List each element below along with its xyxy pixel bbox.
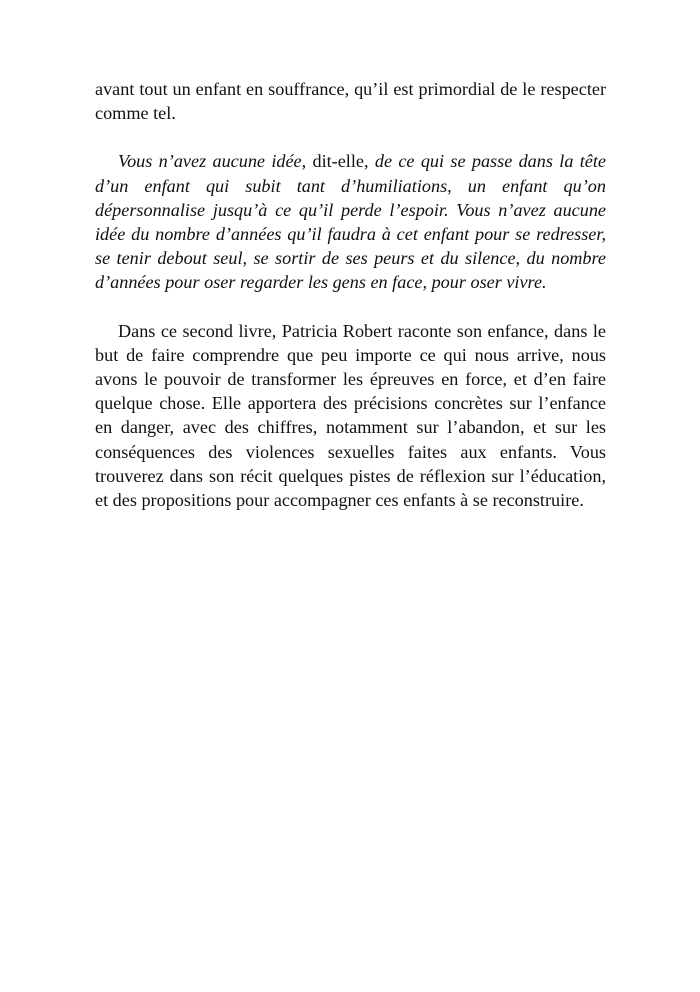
quote-opening: Vous n’avez aucune idée xyxy=(118,151,302,172)
paragraph-book-summary: Dans ce second livre, Patricia Robert raconte son enfance, dans le but de faire comprendre que peu importe ce qui nous arrive, nous avons le pouvoir de transformer les épreuves en force, et d’en faire quelque chose. Elle apportera des précisions concrètes sur l’enfance en danger, avec des chiffres, notamment sur l’abandon, et sur les conséquences des violences sexuelles faites aux enfants. Vous trouverez dans son récit quelques pistes de réflexion sur l’éducation, et des propositions pour accompagner ces enfants à se reconstruire. xyxy=(95,320,606,511)
paragraph-quote xyxy=(95,149,606,294)
paragraph-continuation: avant tout un enfant en souffrance, qu’il est primordial de le respecter comme tel. xyxy=(95,79,606,124)
quote-attribution: , dit-elle, xyxy=(301,151,375,172)
body-text xyxy=(95,77,606,512)
quote-body: de ce qui se passe dans la tête d’un enfant qui subit tant d’humiliations, un enfant qu’on dépersonnalise jusqu’à ce qu’il perde l’espoir. Vous n’avez aucune idée du nombre d’années qu’il faudra à cet enfant pour se redresser, se tenir debout seul, se sortir de ses peurs et du silence, du nombre d’années pour oser regarder les gens en face, pour oser vivre. xyxy=(95,151,606,293)
